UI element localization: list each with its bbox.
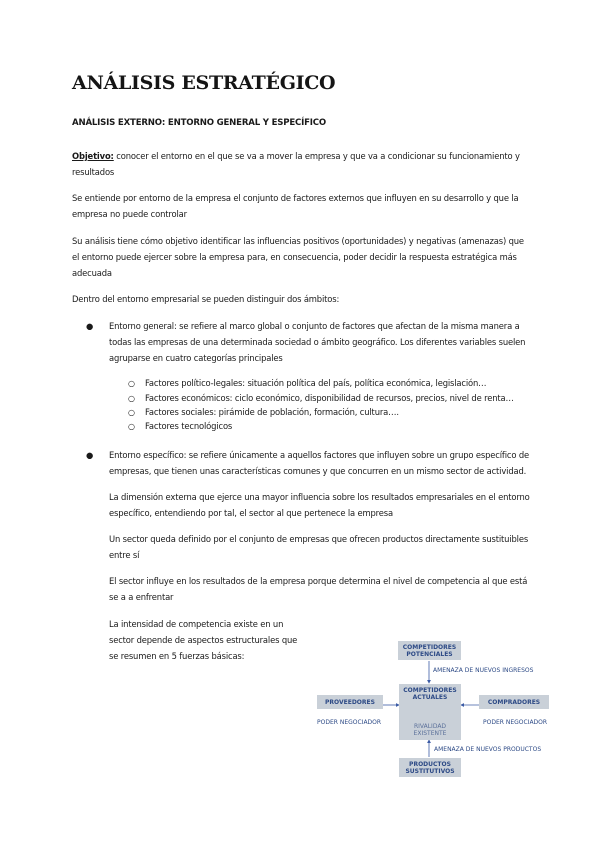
sub-bullet-text: Factores económicos: ciclo económico, disponibilidad de recursos, precios, nivel de renta…: [145, 393, 514, 403]
objetivo-paragraph: [72, 148, 532, 180]
page-title: ANÁLISIS ESTRATÉGICO: [72, 72, 336, 94]
bullet-entorno-general-text: Entorno general: se refiere al marco global o conjunto de factores que afectan de la misma manera a todas las empresas de una determinada sociedad o ámbito geográfico. Los diferentes variables suelen agruparse en cuatro categorías principales: [109, 321, 526, 363]
sub-bullet-text: Factores tecnológicos: [145, 421, 233, 431]
circle-bullet-icon: ○: [128, 408, 135, 417]
paragraph-ambitos: Dentro del entorno empresarial se pueden distinguir dos ámbitos:: [72, 294, 340, 304]
objetivo-label: Objetivo:: [72, 151, 114, 161]
paragraph-analisis-objetivo: Su análisis tiene cómo objetivo identificar las influencias positivos (oportunidades) y negativas (amenazas) que el entorno puede ejercer sobre la empresa para, en consecuencia, poder decidir la respuesta estratégica más adecuada: [72, 236, 524, 278]
paragraph-sector-influye: El sector influye en los resultados de la empresa porque determina el nivel de competencia al que está se a a enfrentar: [109, 576, 528, 602]
bullet-dot-icon: ●: [86, 450, 94, 460]
paragraph-entorno-definition: Se entiende por entorno de la empresa el conjunto de factores externos que influyen en su desarrollo y que la empresa no puede controlar: [72, 193, 519, 219]
label-poder-proveedores: PODER NEGOCIADOR: [317, 719, 382, 726]
sub-bullet-text: Factores político-legales: situación política del país, política económica, legislación…: [145, 378, 487, 388]
box-competidores-potenciales: COMPETIDORES POTENCIALES: [398, 641, 461, 660]
circle-bullet-icon: ○: [128, 422, 135, 431]
objetivo-text-line1: conocer el entorno en el que se va a mover la empresa y que va a condicionar su funcionamiento y: [113, 151, 520, 161]
bullet-dot-icon: ●: [86, 321, 94, 331]
paragraph-intensidad-competencia: La intensidad de competencia existe en un sector depende de aspectos estructurales que se resumen en 5 fuerzas básicas:: [109, 619, 298, 661]
label-amenaza-ingresos: AMENAZA DE NUEVOS INGRESOS: [433, 667, 534, 674]
box-compradores: COMPRADORES: [479, 695, 549, 709]
five-forces-diagram: [313, 639, 558, 781]
paragraph-sector-definido: Un sector queda definido por el conjunto de empresas que ofrecen productos directamente sustituibles entre sí: [109, 534, 529, 560]
circle-bullet-icon: ○: [128, 379, 135, 388]
paragraph-dimension-externa: La dimensión externa que ejerce una mayor influencia sobre los resultados empresariales en el entorno específico, entendiendo por tal, el sector al que pertenece la empresa: [109, 492, 530, 518]
box-proveedores: PROVEEDORES: [317, 695, 383, 709]
circle-bullet-icon: ○: [128, 394, 135, 403]
section-subtitle: ANÁLISIS EXTERNO: ENTORNO GENERAL Y ESPECÍFICO: [72, 118, 326, 128]
objetivo-text-line2: resultados: [72, 167, 115, 177]
sub-bullet-text: Factores sociales: pirámide de población, formación, cultura….: [145, 407, 399, 417]
box-productos-sustitutivos: PRODUCTOS SUSTITUTIVOS: [399, 758, 461, 777]
label-rivalidad: RIVALIDAD EXISTENTE: [413, 723, 447, 737]
label-amenaza-productos: AMENAZA DE NUEVOS PRODUCTOS: [434, 746, 542, 753]
bullet-entorno-especifico-text: Entorno específico: se refiere únicamente a aquellos factores que influyen sobre un grupo específico de empresas, que tienen unas características comunes y que concurren en un mismo sector de actividad.: [109, 450, 529, 476]
label-poder-compradores: PODER NEGOCIADOR: [483, 719, 548, 726]
competidores-actuales-label: COMPETIDORES ACTUALES: [403, 687, 457, 701]
